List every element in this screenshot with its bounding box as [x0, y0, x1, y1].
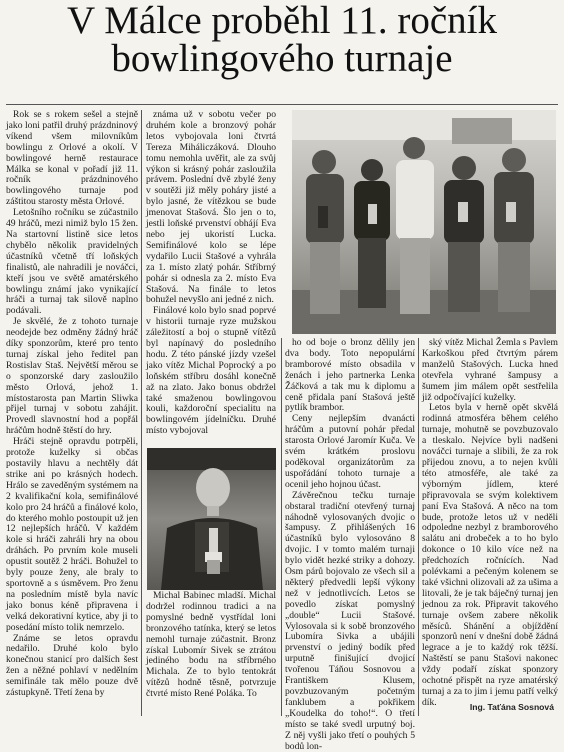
group-photo-illustration — [292, 110, 556, 334]
column-rule — [281, 338, 282, 716]
column-rule — [141, 110, 142, 716]
article-column-2-continued — [146, 591, 276, 716]
article-column-2 — [146, 109, 276, 437]
paragraph: ský vítěz Michal Žemla s Pavlem Karkoškou před čtvrtým párem manželů Stašových. Lucka hned otevřela vyhrané šampusy a šumem jim málem opět sestřelila již odpočívající kuželky. — [422, 337, 558, 403]
paragraph: Letošního ročníku se zúčastnilo 49 hráčů, mezi nimiž bylo 15 žen. Na startovní listině sice letos chybělo několik pravidelných účastníků včetně tří loňských finalistů, ale nahradili je nováčci, kteří jsou ve světě amatérského bowlingu známí jako vynikající hráči a turnaj tak silově naplno podávali. — [6, 207, 138, 317]
article-column-4 — [422, 338, 558, 708]
paragraph: ho od boje o bronz dělily jen dva body. Toto nepopulární bramborové místo obsadila v ženách i jeho partnerka Lenka Žáčková a tak mu k diplomu a ceně přidala paní Stašová ještě pytlík brambor. — [285, 337, 415, 414]
headline-rule — [6, 104, 558, 105]
paragraph: Ceny nejlepším dvanácti hráčům a putovní pohár předal starosta Orlové Jaromír Kuča. Ve svém krátkém proslovu poděkoval organizátorům za uspořádání tohoto turnaje a ocenil jeho hojnou účast. — [285, 413, 415, 490]
author-signature: Ing. Taťána Sosnová — [469, 702, 554, 712]
paragraph: Hráči stejně opravdu potrpěli, protože kuželky si občas postavily hlavu a nechtěly dát strike ani po krásných hodech. Hrálo se zaveděným systémem na 2 kvalifikační kola, semifinálové kolo pro 24 hráčů a finálové kolo, do kterého mohlo postoupit už jen 12 nejlepších hráčů. V každém kole si hráči zahráli hry na obou dráhách. Po prvním kole museli opustit soutěž 2 hráči. Bohužel to byly pouze ženy, ale braly to sportovně a s úsměvem. Pro ženu na posledním místě byla navíc jako bonus kéně připravena i velká dekorativní kytice, aby ji to posedání místo tolik nemrzelo. — [6, 436, 138, 633]
headline — [4, 2, 560, 78]
article-column-1 — [6, 110, 138, 716]
paragraph: Závěrečnou tečku turnaje obstaral tradiční otevřený turnaj náhodně vylosovaných dvojic o šampusy. Z přihlášených 16 účastníků bylo vylosováno 8 dvojic. I v tomto malém turnaji bylo vidět hezké striky a dohozy. Osm párů bojovalo ze všech sil a některý předvedli lepší výkony než v jednotlivcích. Letos se povedlo získat pomyslný „double“ Lucii Stašové. Vylosovala si k sobě bronzového Lubomíra Sivka a ubájili prvenství o jediný bodík před urputně finišující dvojicí tvořenou Táňou Sosnovou a Františkem Klusem, povzbuzovaným početným fanklubem a pokřikem „Koudelka do toho!“. O třetí místo se také svedl urputný boj. Z něj vyšli jako třetí o pouhých 5 bodů lon- — [285, 489, 415, 752]
paragraph: Finálové kolo bylo snad poprvé v historii turnaje ryze mužskou záležitostí a boj o stupně vítězů byl napínavý do posledního hodu. Z této pánské jízdy vzešel jako vítěz Michal Poprocký a po loňském stříbru dosáhl konečně až na zlato. Jako bonus obdržel také smaženou bowlingovou kouli, každoroční specialitu na bowlingovém jídelníčku. Druhé místo vybojoval — [146, 305, 276, 437]
paragraph: Známe se letos opravdu nedařilo. Druhé kolo bylo konečnou stanicí pro dalších šest žen a něžné pohlaví v nedělním semifinále tak mělo pouze dvě zástupkyně. Třetí žena by — [6, 632, 138, 699]
paragraph: Je skvělé, že z tohoto turnaje neodejde bez odměny žádný hráč díky sponzorům, které pro tento turnaj získal jeho ředitel pan Rostislav Staš. Největší měrou se o sponzorské dary zasloužilo město Orlová, jehož 1. místostarosta pan Martin Sliwka přijel turnaj v sobotu zahájit. Provedl slavnostní hod a popřál hráčům hodně štěstí do hry. — [6, 316, 138, 437]
group-winners-photo — [292, 110, 556, 334]
column-rule — [418, 338, 419, 716]
paragraph: Letos byla v herně opět skvělá rodinná atmosféra během celého turnaje, mohutně se povzbuzovalo a tleskalo. Nejvíce byli nadšeni nováčci turnaje a slibili, že za rok přijedou znovu, a to nejen kvůli této atmosféře, ale také za výborným jídlem, které připravovala se svým kolektivem paní Eva Stašová. A něco na tom bude, protože letos už v neděli odpoledne nezbyl z bramborového salátu ani drobeček a to ho bylo dokonce o 10 kilo více než na předchozích ročnících. Nad polévkami a pečeným kolenem se také všichni olizovali až za ušima a litovali, že je tak báječný turnaj jen jednou za rok. Připravit takového turnaje ovšem zabere několik měsíců. Shánění a objíždění sponzorů není v dnešní době žádná legrace a je to každý rok těžší. Naštěstí se panu Stašovi nakonec vždy podaří získat sponzory ochotné přispět na ryze amatérský turnaj a za to jim i jemu patří velký dík. — [422, 402, 558, 708]
headline-line-2: bowlingového turnaje — [111, 37, 453, 80]
winner-photo-illustration — [147, 448, 276, 590]
article-column-3 — [285, 337, 415, 752]
paragraph: známa už v sobotu večer po druhém kole a bronzový pohár letos vybojovala loni čtvrtá Tereza Miháliczáková. Dlouho tomu nemohla uvěřit, ale za svůj výkon si krásný pohár zasloužila právem. Poslední dvě zbylé ženy v soutěži již měly poháry jisté a bylo jasné, že vítězkou se bude jmenovat Stašová. Šlo jen o to, jestli loňské prvenství obhájí Eva nebo jej ukoristí Lucka. Semifinálové kolo se lépe vydařilo Lucii Stašové a vyhrála za 1. místo zlatý pohár. Stříbrný pohár si odnesla za 2. místo Eva Stašová. Na finále to letos bohužel nevyšlo ani jedné z nich. — [146, 109, 276, 306]
paragraph: Rok se s rokem sešel a stejně jako loni patřil druhý prázdninový víkend všem milovníkům bowlingu z Orlové a okolí. V bowlingové herně restaurace Málka se konal v pořadí již 11. ročník prázdninového bowlingového turnaje pod záštitou starosty města Orlové. — [6, 109, 138, 208]
headline-line-1: V Málce proběhl 11. ročník — [67, 0, 497, 42]
paragraph: Michal Babinec mladší. Michal dodržel rodinnou tradici a na pomyslné bedně vystřídal loni bronzového tatínka, který se letos nemohl turnaje zúčastnit. Bronz získal Lubomír Sivek se ztrátou jediného bodu na stříbrného Michala. Ze to bylo tentokrát vítězů hodně těsně, potvrzuje čtvrté místo René Poláka. To — [146, 590, 276, 700]
winner-with-trophy-photo — [147, 448, 276, 590]
